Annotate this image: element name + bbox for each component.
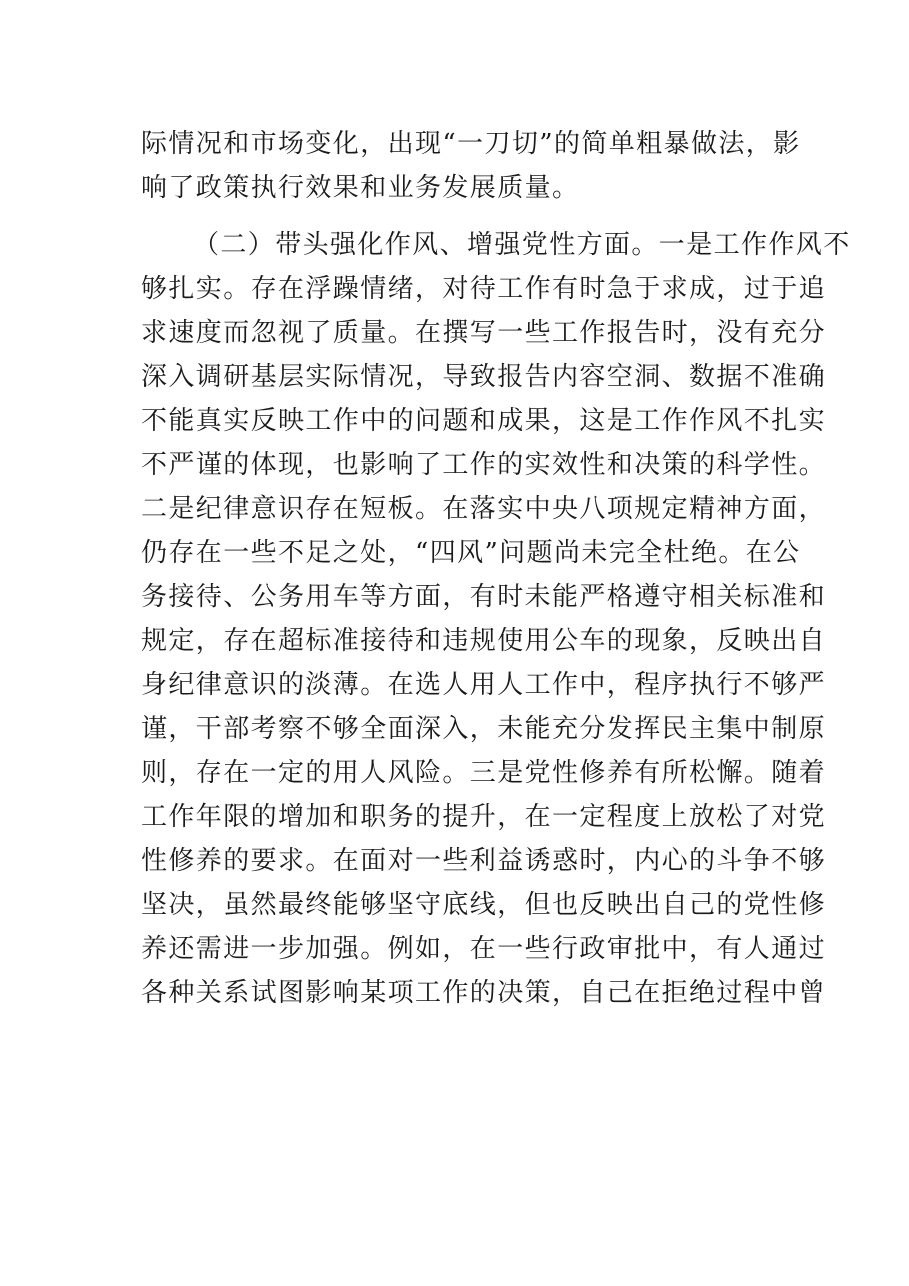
text-line: 际情况和市场变化，出现“一刀切”的简单粗暴做法，影	[141, 129, 801, 159]
text-line: 则，存在一定的用人风险。三是党性修养有所松懈。随着	[141, 758, 827, 788]
text-line: 务接待、公务用车等方面，有时未能严格遵守相关标准和	[141, 582, 827, 612]
text-line: 深入调研基层实际情况，导致报告内容空洞、数据不准确	[141, 362, 827, 392]
text-line: 谨，干部考察不够全面深入，未能充分发挥民主集中制原	[141, 714, 827, 744]
text-line: 仍存在一些不足之处，“四风”问题尚未完全杜绝。在公	[141, 538, 801, 568]
text-line: 响了政策执行效果和业务发展质量。	[141, 173, 580, 203]
text-line: 各种关系试图影响某项工作的决策，自己在拒绝过程中曾	[141, 978, 827, 1008]
document-body	[141, 122, 851, 1059]
text-line: 工作年限的增加和职务的提升，在一定程度上放松了对党	[141, 802, 827, 832]
text-line: 求速度而忽视了质量。在撰写一些工作报告时，没有充分	[141, 318, 827, 348]
paragraph-spacer	[141, 210, 781, 223]
text-line: 坚决，虽然最终能够坚守底线，但也反映出自己的党性修	[141, 890, 827, 920]
text-line: 够扎实。存在浮躁情绪，对待工作有时急于求成，过于追	[141, 274, 827, 304]
text-line: 规定，存在超标准接待和违规使用公车的现象，反映出自	[141, 626, 827, 656]
text-line: 养还需进一步加强。例如，在一些行政审批中，有人通过	[141, 934, 827, 964]
paragraph-section-two	[141, 223, 851, 1059]
paragraph-continuation	[141, 122, 801, 210]
text-line: 性修养的要求。在面对一些利益诱惑时，内心的斗争不够	[141, 846, 827, 876]
text-line-heading: （二）带头强化作风、增强党性方面。一是工作作风不	[193, 230, 851, 260]
text-line: 身纪律意识的淡薄。在选人用人工作中，程序执行不够严	[141, 670, 827, 700]
text-line: 二是纪律意识存在短板。在落实中央八项规定精神方面，	[141, 494, 827, 524]
text-line: 不严谨的体现，也影响了工作的实效性和决策的科学性。	[141, 450, 827, 480]
text-line	[141, 1015, 781, 1059]
text-line: 不能真实反映工作中的问题和成果，这是工作作风不扎实	[141, 406, 827, 436]
